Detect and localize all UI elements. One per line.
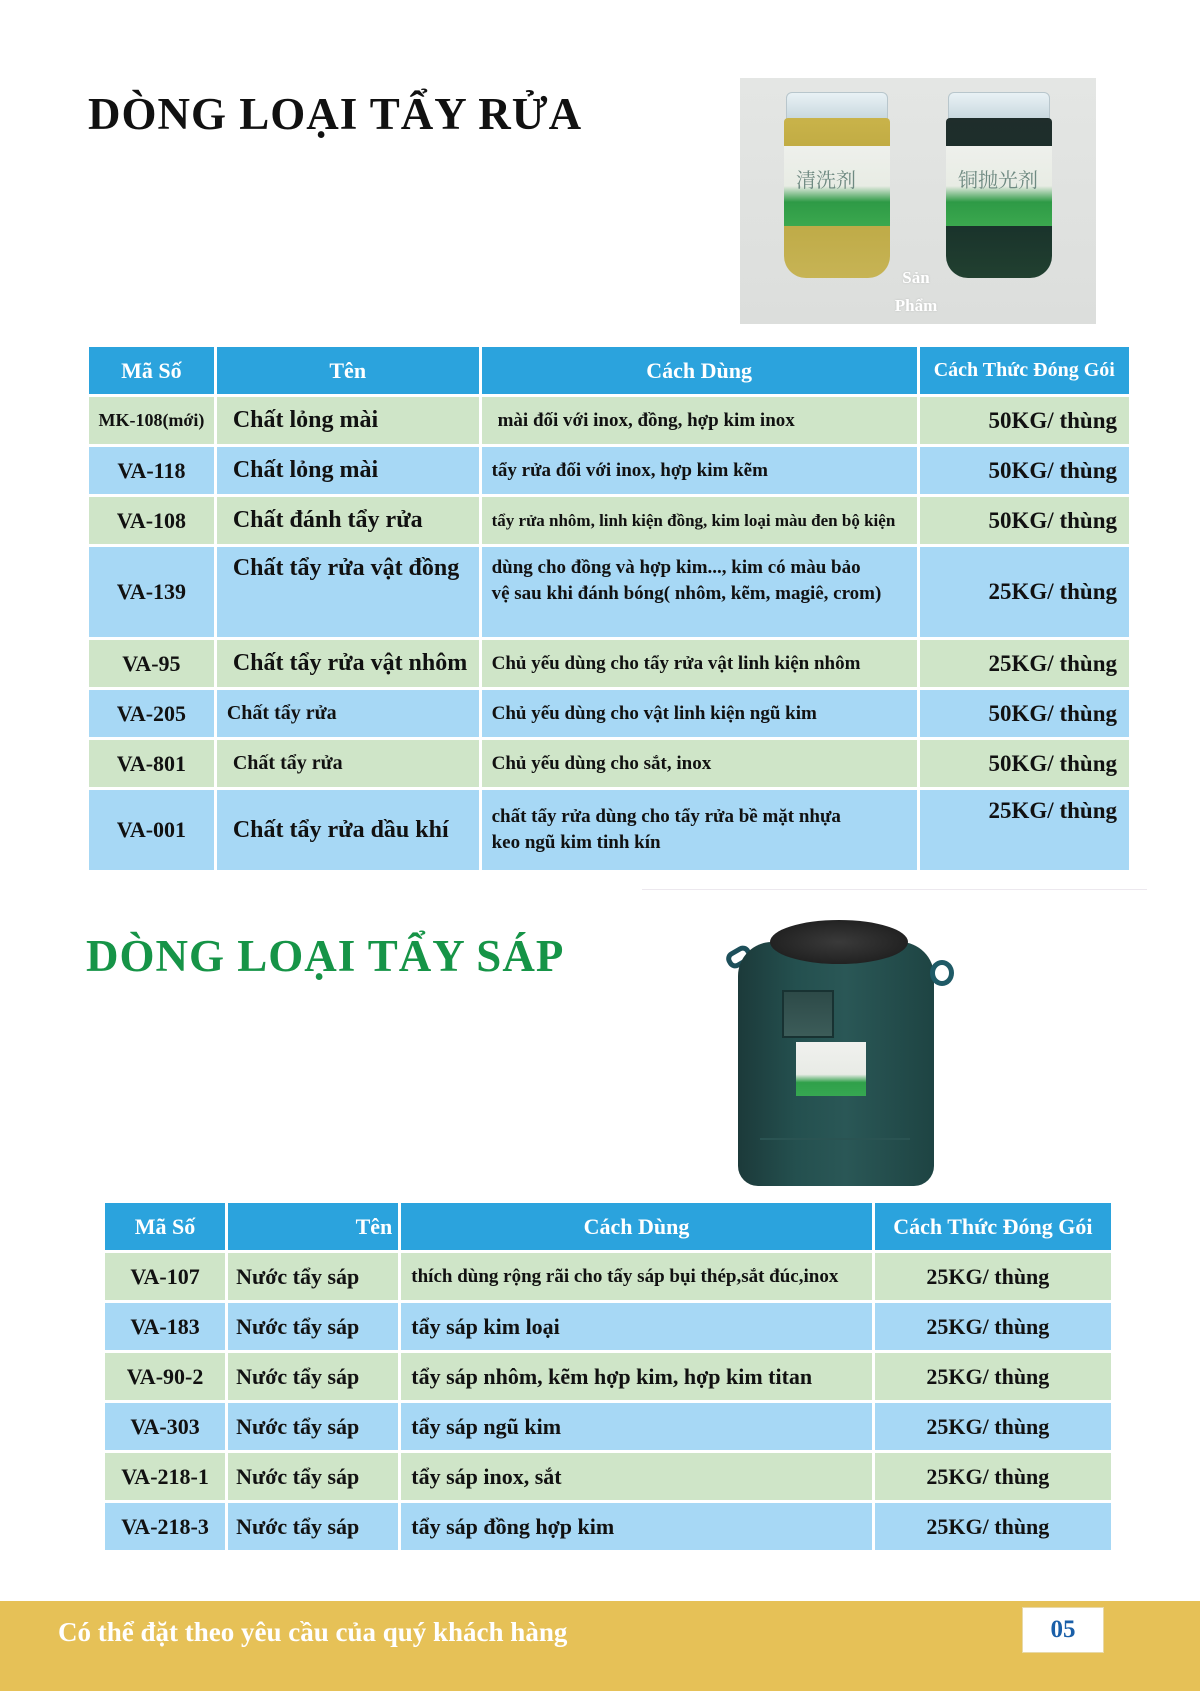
- product-usage: [482, 497, 917, 544]
- usage-line: dùng cho đồng và hợp kim..., kim có màu bảo: [491, 557, 861, 578]
- product-packaging: 25KG/ thùng: [920, 547, 1129, 637]
- product-packaging: 25KG/ thùng: [920, 790, 1129, 870]
- usage-line: chất tẩy rửa dùng cho tẩy rửa bề mặt nhựa: [491, 806, 841, 827]
- jar-label-text: 铜抛光剂: [958, 168, 1038, 192]
- drum-handle: [930, 960, 954, 986]
- header-usage: Cách Dùng: [401, 1203, 871, 1250]
- table-row: [89, 740, 1129, 787]
- product-name: Nước tẩy sáp: [228, 1253, 398, 1300]
- product-usage: tẩy sáp đồng hợp kim: [401, 1503, 871, 1550]
- product-code: MK-108(mới): [89, 397, 214, 444]
- product-usage: [482, 447, 917, 494]
- product-code: VA-183: [105, 1303, 225, 1350]
- caption-line: Sản: [902, 268, 930, 287]
- table-row: [105, 1303, 1111, 1350]
- usage-line: mài đối với inox, đồng, hợp kim inox: [497, 409, 795, 431]
- section-title-wax-removal: DÒNG LOẠI TẨY SÁP: [86, 931, 565, 981]
- drum-ridge: [760, 1138, 910, 1140]
- product-name: Nước tẩy sáp: [228, 1353, 398, 1400]
- table-row: [89, 497, 1129, 544]
- table-row: [89, 640, 1129, 687]
- header-packaging: Cách Thức Đóng Gói: [875, 1203, 1111, 1250]
- header-code: Mã Số: [105, 1203, 225, 1250]
- drum-label-sticker: [796, 1042, 866, 1096]
- product-name: Chất đánh tẩy rửa: [217, 497, 479, 544]
- product-packaging: 50KG/ thùng: [920, 740, 1129, 787]
- product-packaging: 50KG/ thùng: [920, 447, 1129, 494]
- header-usage: Cách Dùng: [482, 347, 917, 394]
- product-code: VA-108: [89, 497, 214, 544]
- product-code: VA-107: [105, 1253, 225, 1300]
- table-row: [105, 1453, 1111, 1500]
- product-packaging: 50KG/ thùng: [920, 497, 1129, 544]
- table-row: [105, 1353, 1111, 1400]
- table-row: [89, 790, 1129, 870]
- product-usage: thích dùng rộng rãi cho tẩy sáp bụi thép,sắt đúc,inox: [401, 1253, 871, 1300]
- footer-note: Có thể đặt theo yêu cầu của quý khách hàng: [58, 1617, 568, 1647]
- product-usage: [482, 790, 917, 870]
- jar-dark-image: [946, 92, 1052, 278]
- product-usage: [482, 740, 917, 787]
- table-row: [89, 547, 1129, 637]
- product-usage: tẩy sáp kim loại: [401, 1303, 871, 1350]
- page-number: 05: [1022, 1607, 1104, 1653]
- usage-line: Chủ yếu dùng cho vật linh kiện ngũ kim: [491, 702, 817, 724]
- product-usage: [482, 640, 917, 687]
- product-photo-drum: [720, 900, 950, 1190]
- header-code: Mã Số: [89, 347, 214, 394]
- table-row: [105, 1503, 1111, 1550]
- product-code: VA-139: [89, 547, 214, 637]
- product-name: Chất lỏng mài: [217, 447, 479, 494]
- product-code: VA-001: [89, 790, 214, 870]
- usage-line: tẩy rửa đối với inox, hợp kim kẽm: [491, 459, 768, 481]
- product-packaging: 25KG/ thùng: [875, 1403, 1111, 1450]
- product-packaging: 25KG/ thùng: [875, 1303, 1111, 1350]
- header-name: Tên: [228, 1203, 398, 1250]
- usage-line: vệ sau khi đánh bóng( nhôm, kẽm, magiê, crom): [491, 583, 882, 604]
- jar-label-text: 清洗剂: [796, 168, 856, 192]
- product-name: Chất tẩy rửa: [217, 690, 479, 737]
- section-title-cleaning: DÒNG LOẠI TẨY RỬA: [88, 89, 583, 139]
- product-name: Nước tẩy sáp: [228, 1303, 398, 1350]
- product-packaging: 25KG/ thùng: [875, 1453, 1111, 1500]
- product-code: VA-205: [89, 690, 214, 737]
- product-name: Chất tẩy rửa dầu khí: [217, 790, 479, 870]
- header-name: Tên: [217, 347, 479, 394]
- product-name: Chất tẩy rửa vật đồng: [217, 547, 479, 637]
- product-name: Chất lỏng mài: [217, 397, 479, 444]
- caption-line: Phẩm: [894, 296, 938, 315]
- product-usage: [482, 690, 917, 737]
- usage-line: Chủ yếu dùng cho sắt, inox: [491, 752, 712, 774]
- drum-window: [782, 990, 834, 1038]
- usage-line: keo ngũ kim tinh kín: [491, 832, 661, 853]
- product-usage: [482, 547, 917, 637]
- product-usage: tẩy sáp ngũ kim: [401, 1403, 871, 1450]
- product-usage: tẩy sáp inox, sắt: [401, 1453, 871, 1500]
- product-code: VA-90-2: [105, 1353, 225, 1400]
- table-row: [89, 397, 1129, 444]
- cleaning-products-table: [86, 344, 1132, 873]
- drum-lid-image: [770, 920, 908, 964]
- product-packaging: 25KG/ thùng: [875, 1253, 1111, 1300]
- usage-line: tẩy rửa nhôm, linh kiện đồng, kim loại màu đen bộ kiện: [491, 510, 896, 530]
- product-code: VA-218-1: [105, 1453, 225, 1500]
- product-name: Nước tẩy sáp: [228, 1453, 398, 1500]
- photo-caption: [886, 264, 946, 320]
- product-code: VA-118: [89, 447, 214, 494]
- product-name: Nước tẩy sáp: [228, 1503, 398, 1550]
- wax-removal-products-table: [102, 1200, 1114, 1553]
- product-packaging: 25KG/ thùng: [875, 1353, 1111, 1400]
- table-row: [89, 447, 1129, 494]
- product-packaging: 25KG/ thùng: [875, 1503, 1111, 1550]
- table-row: [105, 1253, 1111, 1300]
- product-code: VA-95: [89, 640, 214, 687]
- product-code: VA-303: [105, 1403, 225, 1450]
- product-name: Chất tẩy rửa: [217, 740, 479, 787]
- table-row: [89, 690, 1129, 737]
- product-code: VA-218-3: [105, 1503, 225, 1550]
- product-usage: tẩy sáp nhôm, kẽm hợp kim, hợp kim titan: [401, 1353, 871, 1400]
- product-packaging: 50KG/ thùng: [920, 397, 1129, 444]
- header-packaging: Cách Thức Đóng Gói: [920, 347, 1129, 394]
- product-name: Nước tẩy sáp: [228, 1403, 398, 1450]
- jar-yellow-image: [784, 92, 890, 278]
- product-code: VA-801: [89, 740, 214, 787]
- product-packaging: 50KG/ thùng: [920, 690, 1129, 737]
- product-photo-jars: [740, 78, 1096, 324]
- usage-line: Chủ yếu dùng cho tẩy rửa vật linh kiện nhôm: [491, 652, 861, 674]
- product-packaging: 25KG/ thùng: [920, 640, 1129, 687]
- divider: [642, 889, 1147, 890]
- product-name: Chất tẩy rửa vật nhôm: [217, 640, 479, 687]
- table-row: [105, 1403, 1111, 1450]
- product-usage: [482, 397, 917, 444]
